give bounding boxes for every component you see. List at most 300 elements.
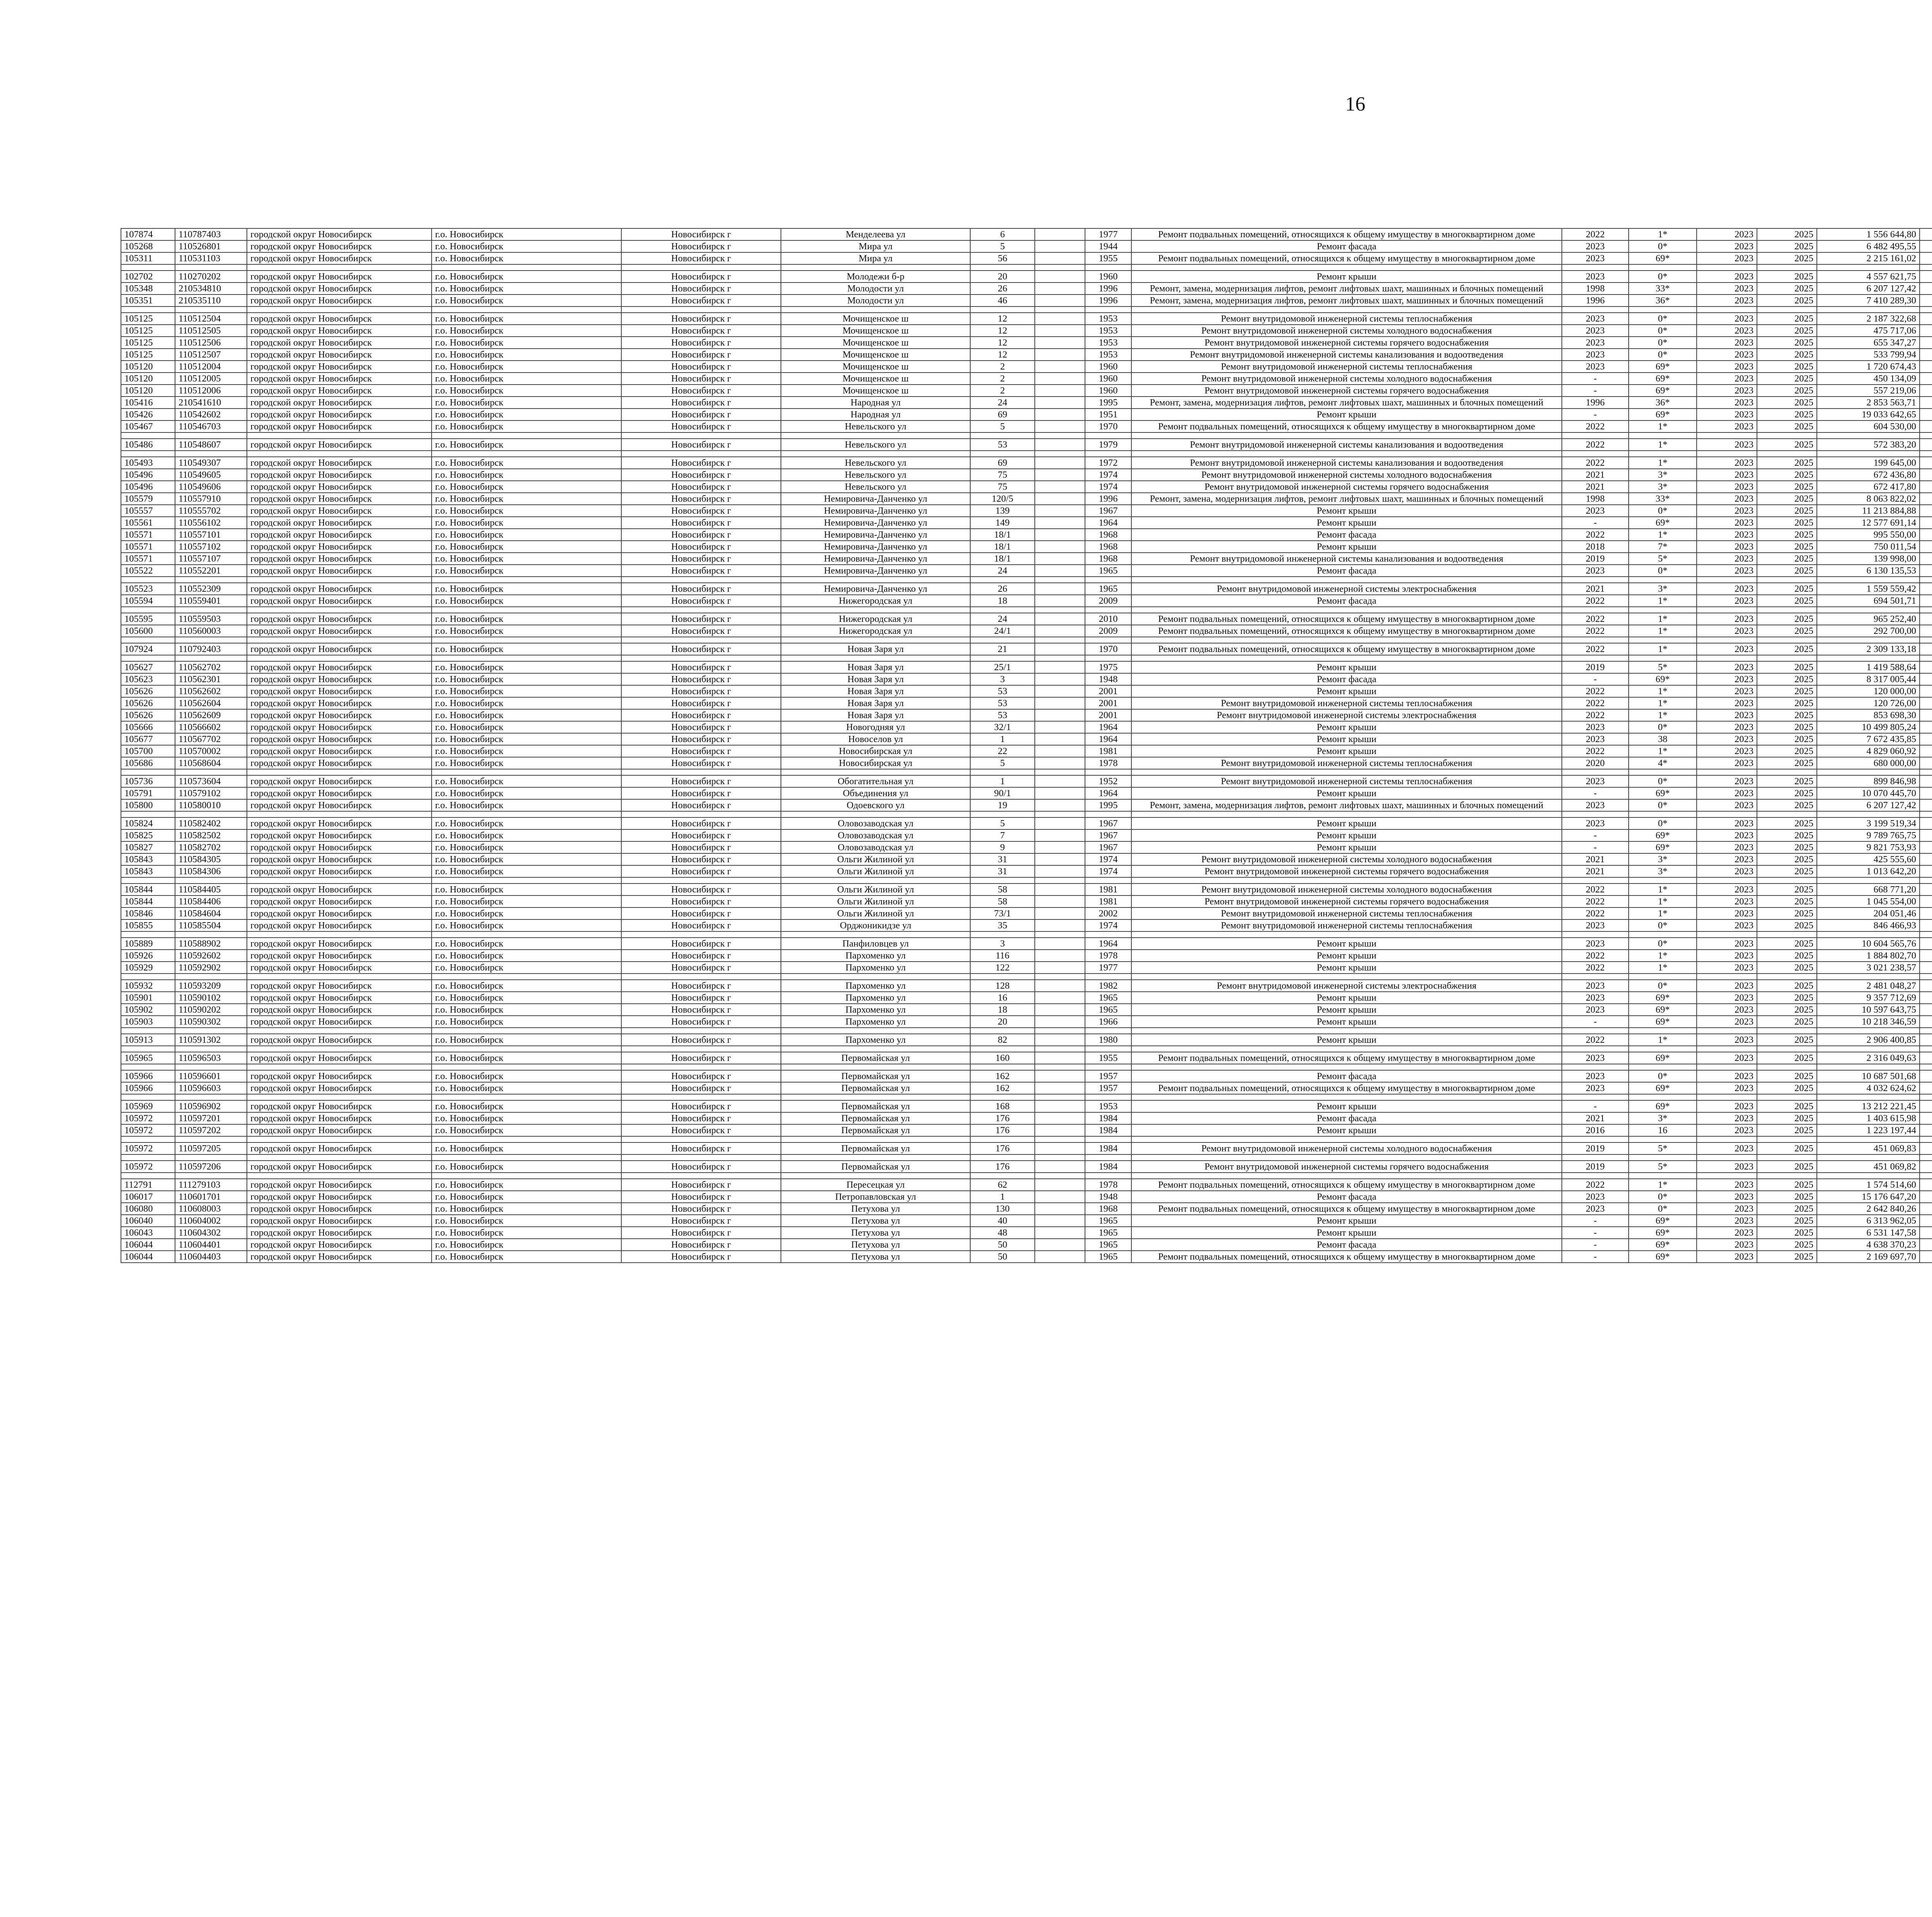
cell-work-id: 110593209 [175, 980, 247, 992]
spacer-cell [247, 769, 432, 775]
cell-work-id: 110562702 [175, 661, 247, 673]
spacer-cell [1629, 607, 1697, 613]
spacer-cell [1035, 1136, 1085, 1142]
spacer-cell [1131, 432, 1562, 439]
cell-last-repair-year: 2022 [1562, 1179, 1629, 1191]
spacer-cell [1629, 1094, 1697, 1100]
cell-total-cost: 965 252,40 [1817, 613, 1920, 625]
cell-wear: 3* [1629, 469, 1697, 481]
cell-total-cost: 2 906 400,85 [1817, 1034, 1920, 1046]
cell-city: Новосибирск г [621, 1052, 781, 1064]
spacer-cell [1562, 1154, 1629, 1161]
cell-house-number: 2 [970, 385, 1035, 397]
cell-street: Объединения ул [781, 787, 970, 799]
cell-house-number: 20 [970, 271, 1035, 283]
table-row [121, 799, 1932, 811]
cell-plan-end: 2025 [1757, 595, 1817, 607]
cell-street: Оловозаводская ул [781, 829, 970, 841]
cell-last-repair-year: - [1562, 787, 1629, 799]
cell-regional-fund [1920, 361, 1932, 373]
spacer-cell [970, 607, 1035, 613]
spacer-cell [1035, 811, 1085, 817]
cell-work-type: Ремонт фасада [1131, 1070, 1562, 1082]
cell-last-repair-year: 2022 [1562, 439, 1629, 451]
cell-street: Нижегородская ул [781, 625, 970, 637]
cell-work-type: Ремонт подвальных помещений, относящихся к общему имуществу в многоквартирном доме [1131, 1251, 1562, 1263]
table-row [121, 1082, 1932, 1094]
table-row [121, 295, 1932, 306]
cell-build-year: 1974 [1085, 481, 1131, 493]
spacer-cell [1035, 769, 1085, 775]
cell-house-number: 21 [970, 643, 1035, 655]
spacer-cell [432, 931, 621, 938]
spacer-cell [1697, 1046, 1757, 1052]
cell-work-id: 110567702 [175, 733, 247, 745]
spacer-cell [1035, 607, 1085, 613]
cell-municipality: городской округ Новосибирск [247, 349, 432, 361]
cell-municipality: городской округ Новосибирск [247, 919, 432, 931]
cell-house-id: 105594 [121, 595, 175, 607]
cell-build-year: 1951 [1085, 409, 1131, 421]
row-spacer [121, 637, 1932, 643]
cell-regional-fund [1920, 505, 1932, 517]
cell-street: Невельского ул [781, 439, 970, 451]
cell-total-cost: 2 309 133,18 [1817, 643, 1920, 655]
spacer-cell [1757, 931, 1817, 938]
cell-wear: 3* [1629, 865, 1697, 877]
cell-letter [1035, 295, 1085, 306]
cell-street: Пархоменко ул [781, 950, 970, 962]
spacer-cell [1629, 451, 1697, 457]
cell-wear: 5* [1629, 661, 1697, 673]
table-row [121, 1052, 1932, 1064]
cell-municipality: городской округ Новосибирск [247, 1100, 432, 1112]
spacer-cell [1757, 769, 1817, 775]
spacer-cell [121, 769, 175, 775]
spacer-cell [970, 1154, 1035, 1161]
cell-last-repair-year: 2022 [1562, 745, 1629, 757]
spacer-cell [781, 1094, 970, 1100]
cell-street: Немировича-Данченко ул [781, 505, 970, 517]
spacer-cell [1920, 931, 1932, 938]
cell-letter [1035, 980, 1085, 992]
cell-letter [1035, 853, 1085, 865]
cell-house-id: 105827 [121, 841, 175, 853]
cell-work-id: 110787403 [175, 228, 247, 240]
spacer-cell [970, 1173, 1035, 1179]
cell-regional-fund [1920, 439, 1932, 451]
cell-wear: 0* [1629, 799, 1697, 811]
spacer-cell [247, 1064, 432, 1070]
cell-municipality: городской округ Новосибирск [247, 493, 432, 505]
cell-settlement: г.о. Новосибирск [432, 361, 621, 373]
table-row [121, 962, 1932, 974]
cell-work-type: Ремонт фасада [1131, 1112, 1562, 1124]
table-row [121, 313, 1932, 325]
table-row [121, 992, 1932, 1004]
table-row [121, 896, 1932, 907]
cell-build-year: 1981 [1085, 745, 1131, 757]
cell-house-id: 105571 [121, 529, 175, 541]
cell-house-number: 7 [970, 829, 1035, 841]
cell-regional-fund [1920, 1052, 1932, 1064]
spacer-cell [1562, 432, 1629, 439]
cell-wear: 1* [1629, 457, 1697, 469]
spacer-cell [1817, 1028, 1920, 1034]
cell-plan-end: 2025 [1757, 1191, 1817, 1203]
cell-build-year: 1979 [1085, 439, 1131, 451]
cell-letter [1035, 950, 1085, 962]
cell-plan-start: 2023 [1697, 228, 1757, 240]
cell-plan-end: 2025 [1757, 240, 1817, 252]
table-row [121, 541, 1932, 553]
cell-build-year: 2010 [1085, 613, 1131, 625]
capital-repair-table [121, 228, 1932, 1263]
cell-letter [1035, 775, 1085, 787]
cell-plan-start: 2023 [1697, 252, 1757, 264]
cell-city: Новосибирск г [621, 283, 781, 295]
cell-city: Новосибирск г [621, 493, 781, 505]
cell-work-type: Ремонт внутридомовой инженерной системы канализования и водоотведения [1131, 553, 1562, 565]
cell-house-id: 105623 [121, 673, 175, 685]
spacer-cell [1629, 1028, 1697, 1034]
cell-plan-start: 2023 [1697, 1082, 1757, 1094]
cell-work-type: Ремонт внутридомовой инженерной системы холодного водоснабжения [1131, 325, 1562, 337]
cell-municipality: городской округ Новосибирск [247, 295, 432, 306]
cell-city: Новосибирск г [621, 349, 781, 361]
cell-city: Новосибирск г [621, 252, 781, 264]
cell-wear: 16 [1629, 1124, 1697, 1136]
cell-regional-fund [1920, 1142, 1932, 1154]
spacer-cell [1629, 811, 1697, 817]
cell-work-type: Ремонт фасада [1131, 673, 1562, 685]
spacer-cell [121, 306, 175, 313]
cell-house-id: 105125 [121, 313, 175, 325]
cell-municipality: городской округ Новосибирск [247, 1034, 432, 1046]
spacer-cell [1757, 264, 1817, 271]
cell-plan-end: 2025 [1757, 1227, 1817, 1239]
cell-regional-fund [1920, 1239, 1932, 1251]
cell-street: Первомайская ул [781, 1161, 970, 1173]
cell-work-type: Ремонт внутридомовой инженерной системы холодного водоснабжения [1131, 1142, 1562, 1154]
cell-municipality: городской округ Новосибирск [247, 469, 432, 481]
cell-plan-end: 2025 [1757, 271, 1817, 283]
cell-house-id: 105120 [121, 385, 175, 397]
cell-plan-start: 2023 [1697, 240, 1757, 252]
cell-municipality: городской округ Новосибирск [247, 337, 432, 349]
spacer-cell [1131, 637, 1562, 643]
spacer-cell [247, 1094, 432, 1100]
cell-city: Новосибирск г [621, 1034, 781, 1046]
cell-plan-end: 2025 [1757, 583, 1817, 595]
cell-house-id: 105626 [121, 685, 175, 697]
cell-letter [1035, 361, 1085, 373]
cell-regional-fund [1920, 529, 1932, 541]
cell-wear: 0* [1629, 775, 1697, 787]
cell-plan-start: 2023 [1697, 421, 1757, 432]
table-row [121, 421, 1932, 432]
cell-last-repair-year: 2023 [1562, 271, 1629, 283]
cell-settlement: г.о. Новосибирск [432, 493, 621, 505]
spacer-cell [970, 451, 1035, 457]
cell-work-type: Ремонт крыши [1131, 1215, 1562, 1227]
cell-municipality: городской округ Новосибирск [247, 865, 432, 877]
spacer-cell [1817, 1154, 1920, 1161]
table-row [121, 583, 1932, 595]
cell-settlement: г.о. Новосибирск [432, 1239, 621, 1251]
cell-house-id: 105966 [121, 1082, 175, 1094]
cell-wear: 69* [1629, 1004, 1697, 1016]
cell-city: Новосибирск г [621, 228, 781, 240]
cell-regional-fund [1920, 919, 1932, 931]
cell-municipality: городской округ Новосибирск [247, 1082, 432, 1094]
cell-municipality: городской округ Новосибирск [247, 950, 432, 962]
cell-municipality: городской округ Новосибирск [247, 884, 432, 896]
cell-wear: 0* [1629, 919, 1697, 931]
spacer-cell [121, 1154, 175, 1161]
cell-municipality: городской округ Новосибирск [247, 481, 432, 493]
spacer-cell [1757, 1046, 1817, 1052]
spacer-cell [247, 306, 432, 313]
cell-regional-fund [1920, 595, 1932, 607]
spacer-cell [621, 769, 781, 775]
cell-regional-fund [1920, 697, 1932, 709]
spacer-cell [970, 637, 1035, 643]
row-spacer [121, 877, 1932, 884]
cell-street: Невельского ул [781, 457, 970, 469]
cell-city: Новосибирск г [621, 613, 781, 625]
cell-work-type: Ремонт, замена, модернизация лифтов, ремонт лифтовых шахт, машинных и блочных помещений [1131, 493, 1562, 505]
cell-wear: 4* [1629, 757, 1697, 769]
cell-build-year: 1978 [1085, 1179, 1131, 1191]
cell-plan-end: 2025 [1757, 853, 1817, 865]
cell-house-id: 105493 [121, 457, 175, 469]
cell-municipality: городской округ Новосибирск [247, 1016, 432, 1028]
cell-plan-start: 2023 [1697, 1070, 1757, 1082]
cell-work-type: Ремонт крыши [1131, 787, 1562, 799]
cell-plan-start: 2023 [1697, 553, 1757, 565]
cell-work-id: 110590102 [175, 992, 247, 1004]
cell-city: Новосибирск г [621, 553, 781, 565]
cell-wear: 0* [1629, 1203, 1697, 1215]
cell-house-id: 105965 [121, 1052, 175, 1064]
cell-regional-fund [1920, 625, 1932, 637]
cell-work-type: Ремонт крыши [1131, 1124, 1562, 1136]
cell-city: Новосибирск г [621, 397, 781, 409]
cell-house-number: 12 [970, 325, 1035, 337]
spacer-cell [1920, 637, 1932, 643]
cell-settlement: г.о. Новосибирск [432, 625, 621, 637]
cell-total-cost: 204 051,46 [1817, 907, 1920, 919]
cell-city: Новосибирск г [621, 373, 781, 385]
cell-plan-start: 2023 [1697, 721, 1757, 733]
cell-last-repair-year: 2022 [1562, 1034, 1629, 1046]
spacer-cell [175, 607, 247, 613]
cell-street: Обогатительная ул [781, 775, 970, 787]
cell-plan-end: 2025 [1757, 980, 1817, 992]
cell-house-id: 105926 [121, 950, 175, 962]
table-row [121, 685, 1932, 697]
cell-street: Немировича-Данченко ул [781, 541, 970, 553]
cell-plan-start: 2023 [1697, 271, 1757, 283]
cell-street: Оловозаводская ул [781, 817, 970, 829]
cell-total-cost: 10 687 501,68 [1817, 1070, 1920, 1082]
spacer-cell [1562, 1173, 1629, 1179]
cell-letter [1035, 541, 1085, 553]
cell-plan-end: 2025 [1757, 673, 1817, 685]
spacer-cell [1562, 877, 1629, 884]
cell-work-id: 110526801 [175, 240, 247, 252]
cell-last-repair-year: 2023 [1562, 361, 1629, 373]
cell-house-number: 50 [970, 1251, 1035, 1263]
spacer-cell [121, 432, 175, 439]
cell-work-type: Ремонт внутридомовой инженерной системы теплоснабжения [1131, 775, 1562, 787]
cell-city: Новосибирск г [621, 962, 781, 974]
cell-total-cost: 199 645,00 [1817, 457, 1920, 469]
cell-letter [1035, 1034, 1085, 1046]
cell-work-type: Ремонт крыши [1131, 817, 1562, 829]
table-row [121, 565, 1932, 577]
spacer-cell [1697, 1028, 1757, 1034]
spacer-cell [247, 607, 432, 613]
spacer-cell [247, 451, 432, 457]
cell-house-number: 53 [970, 697, 1035, 709]
cell-plan-end: 2025 [1757, 421, 1817, 432]
spacer-cell [1562, 1064, 1629, 1070]
table-row [121, 1016, 1932, 1028]
cell-regional-fund [1920, 1124, 1932, 1136]
cell-work-id: 110584305 [175, 853, 247, 865]
spacer-cell [781, 1028, 970, 1034]
cell-regional-fund [1920, 1082, 1932, 1094]
cell-total-cost: 12 577 691,14 [1817, 517, 1920, 529]
cell-street: Пархоменко ул [781, 1004, 970, 1016]
cell-wear: 69* [1629, 361, 1697, 373]
spacer-cell [121, 1028, 175, 1034]
cell-letter [1035, 907, 1085, 919]
cell-street: Первомайская ул [781, 1142, 970, 1154]
cell-total-cost: 1 720 674,43 [1817, 361, 1920, 373]
cell-wear: 1* [1629, 625, 1697, 637]
cell-last-repair-year: 2023 [1562, 240, 1629, 252]
cell-house-id: 105120 [121, 361, 175, 373]
spacer-cell [1920, 577, 1932, 583]
cell-build-year: 1984 [1085, 1142, 1131, 1154]
cell-last-repair-year: - [1562, 409, 1629, 421]
cell-street: Ольги Жилиной ул [781, 884, 970, 896]
spacer-cell [970, 769, 1035, 775]
cell-wear: 3* [1629, 1112, 1697, 1124]
spacer-cell [781, 451, 970, 457]
cell-regional-fund [1920, 337, 1932, 349]
table-row [121, 721, 1932, 733]
spacer-cell [432, 1046, 621, 1052]
cell-last-repair-year: 2022 [1562, 685, 1629, 697]
table-row [121, 481, 1932, 493]
spacer-cell [970, 1046, 1035, 1052]
cell-last-repair-year: 2023 [1562, 1004, 1629, 1016]
cell-letter [1035, 757, 1085, 769]
table-row [121, 385, 1932, 397]
cell-street: Молодежи б-р [781, 271, 970, 283]
cell-work-id: 110596902 [175, 1100, 247, 1112]
cell-letter [1035, 373, 1085, 385]
spacer-cell [175, 1094, 247, 1100]
cell-work-id: 110584306 [175, 865, 247, 877]
cell-settlement: г.о. Новосибирск [432, 1052, 621, 1064]
spacer-cell [621, 1028, 781, 1034]
cell-city: Новосибирск г [621, 938, 781, 950]
spacer-cell [781, 974, 970, 980]
cell-build-year: 1977 [1085, 962, 1131, 974]
cell-plan-start: 2023 [1697, 583, 1757, 595]
cell-letter [1035, 829, 1085, 841]
cell-settlement: г.о. Новосибирск [432, 709, 621, 721]
cell-total-cost: 6 482 495,55 [1817, 240, 1920, 252]
cell-regional-fund [1920, 709, 1932, 721]
cell-municipality: городской округ Новосибирск [247, 841, 432, 853]
cell-letter [1035, 1100, 1085, 1112]
cell-house-id: 105800 [121, 799, 175, 811]
cell-municipality: городской округ Новосибирск [247, 1179, 432, 1191]
table-row [121, 697, 1932, 709]
cell-regional-fund [1920, 841, 1932, 853]
cell-plan-start: 2023 [1697, 1124, 1757, 1136]
cell-letter [1035, 896, 1085, 907]
cell-regional-fund [1920, 493, 1932, 505]
cell-build-year: 1970 [1085, 421, 1131, 432]
cell-last-repair-year: 2021 [1562, 469, 1629, 481]
page-number: 16 [1345, 93, 1366, 115]
cell-last-repair-year: 2023 [1562, 775, 1629, 787]
cell-plan-end: 2025 [1757, 745, 1817, 757]
cell-build-year: 1967 [1085, 505, 1131, 517]
cell-plan-end: 2025 [1757, 1034, 1817, 1046]
cell-work-type: Ремонт подвальных помещений, относящихся к общему имуществу в многоквартирном доме [1131, 228, 1562, 240]
cell-total-cost: 1 884 802,70 [1817, 950, 1920, 962]
cell-last-repair-year: 2022 [1562, 228, 1629, 240]
cell-house-number: 116 [970, 950, 1035, 962]
spacer-cell [1085, 1046, 1131, 1052]
cell-total-cost: 2 481 048,27 [1817, 980, 1920, 992]
cell-house-number: 176 [970, 1112, 1035, 1124]
cell-work-id: 110512507 [175, 349, 247, 361]
row-spacer [121, 974, 1932, 980]
cell-build-year: 1967 [1085, 817, 1131, 829]
cell-plan-start: 2023 [1697, 313, 1757, 325]
cell-settlement: г.о. Новосибирск [432, 271, 621, 283]
cell-street: Народная ул [781, 409, 970, 421]
cell-work-id: 110604403 [175, 1251, 247, 1263]
cell-work-type: Ремонт подвальных помещений, относящихся к общему имуществу в многоквартирном доме [1131, 421, 1562, 432]
cell-regional-fund [1920, 1034, 1932, 1046]
row-spacer [121, 811, 1932, 817]
spacer-cell [1085, 1028, 1131, 1034]
cell-letter [1035, 565, 1085, 577]
cell-street: Петухова ул [781, 1215, 970, 1227]
cell-street: Невельского ул [781, 421, 970, 432]
cell-street: Мочищенское ш [781, 337, 970, 349]
cell-house-number: 62 [970, 1179, 1035, 1191]
spacer-cell [970, 432, 1035, 439]
cell-house-id: 105626 [121, 709, 175, 721]
cell-work-type: Ремонт крыши [1131, 1004, 1562, 1016]
table-row [121, 553, 1932, 565]
spacer-cell [1035, 637, 1085, 643]
cell-build-year: 2001 [1085, 685, 1131, 697]
spacer-cell [1757, 877, 1817, 884]
cell-settlement: г.о. Новосибирск [432, 1016, 621, 1028]
